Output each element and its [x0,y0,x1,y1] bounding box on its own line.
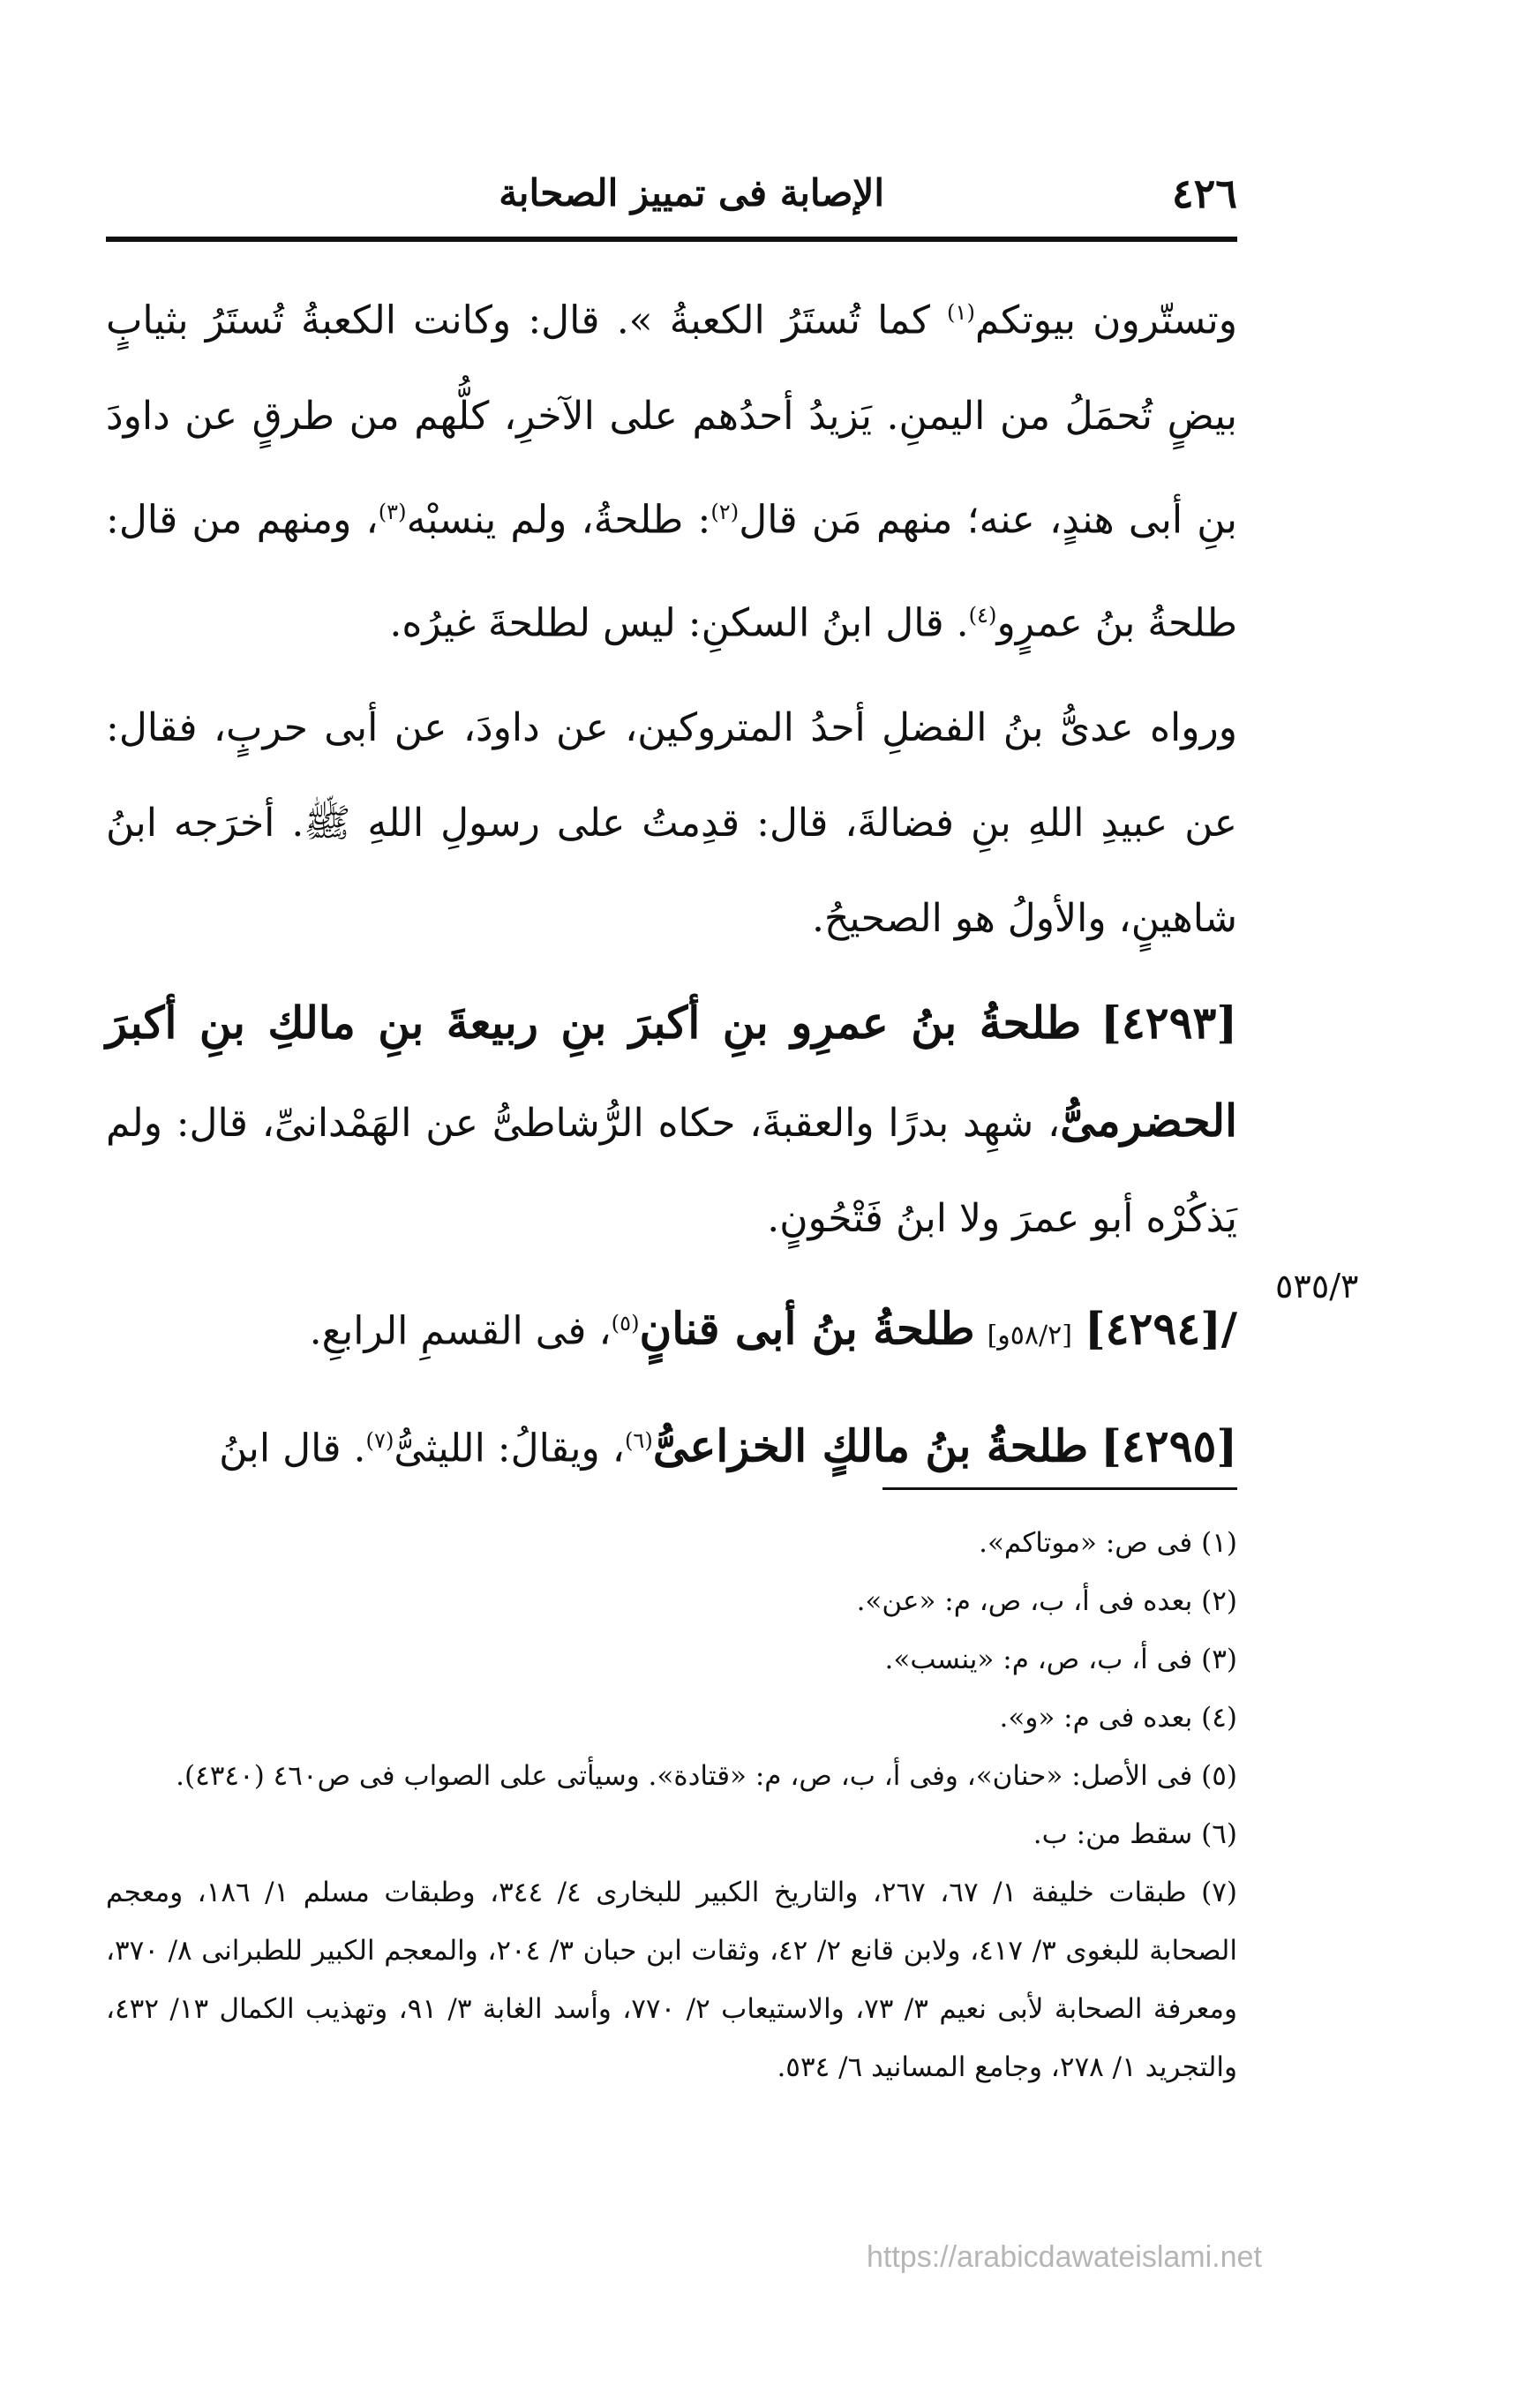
footnote-6 [106,1805,1237,1863]
ref-6: (٦) [624,1427,653,1453]
entry-number: [٤٢٩٤] [1084,1302,1221,1355]
running-title: الإصابة فى تمييز الصحابة [499,171,884,214]
footnote-1 [106,1514,1237,1572]
footnotes [106,1514,1237,2096]
ref-3: (٣) [378,499,407,524]
paragraph-2: ورواه عدىُّ بنُ الفضلِ أحدُ المتروكين، عن داودَ، عن أبى حربٍ، فقال: عن عبيدِ اللهِ بنِ فضالةَ، قال: قدِمتُ على رسولِ اللهِ ﷺ. أخرَجه ابنُ شاهينٍ، والأولُ هو الصحيحُ. [106,704,1237,941]
p1-text-mid3: ، ومنهم من قال: طلحةُ بنُ عمرٍو [106,497,1237,646]
footnote-5 [106,1747,1237,1805]
footnote-number: (٦) [1201,1818,1237,1850]
footnote-2 [106,1572,1237,1630]
footnote-number: (٥) [1201,1760,1237,1792]
page-number: ٤٢٦ [1171,169,1237,217]
ref-1: (١) [947,300,975,325]
entry-4293 [106,975,1237,1267]
footnote-text: بعده فى أ، ب، ص، م: «عن». [856,1585,1193,1617]
footnote-text: بعده فى م: «و». [999,1702,1193,1734]
entry-text: ، فى القسمِ الرابعِ. [309,1308,612,1354]
entry-name: طلحةُ بنُ مالكٍ الخزاعىُّ [652,1419,1089,1472]
footnote-text: فى ص: «موتاكم». [979,1527,1193,1559]
main-text [106,265,1237,1505]
entry-name: طلحةُ بنُ عمرِو بنِ أكبرَ بنِ ربيعةَ بنِ مالكِ بنِ أكبرَ الحضرمىُّ [106,996,1237,1147]
p1-text-after: . قال ابنُ السكنِ: ليس لطلحةَ غيرُه. [389,600,969,646]
footnote-3 [106,1630,1237,1689]
entry-text-after: . قال ابنُ [219,1426,366,1471]
p1-text-before: وتستّرون بيوتكم [974,297,1238,343]
ref-4: (٤) [968,603,997,628]
ref-7: (٧) [365,1427,394,1453]
footnote-text: فى الأصل: «حنان»، وفى أ، ب، ص، م: «قتادة». وسيأتى على الصواب فى ص٤٦٠ (٤٣٤٠). [176,1760,1193,1792]
margin-volume-ref: ٥٣٥/٣ [1275,1267,1359,1306]
footnote-text: فى أ، ب، ص، م: «ينسب». [884,1644,1193,1675]
p1-text-mid: كما تُستَرُ الكعبةُ ». قال: وكانت الكعبةُ تُستَرُ بثيابٍ بيضٍ تُحمَلُ من اليمنِ. يَزيدُ أحدُهم على الآخرِ، كلُّهم من طرقٍ عن داودَ بنِ أبى هندٍ، عنه؛ منهم مَن قال [106,297,1237,543]
footnote-number: (٢) [1201,1585,1237,1617]
footnote-number: (٧) [1201,1877,1237,1908]
ref-2: (٢) [710,499,740,524]
p1-text-mid2: : طلحةُ، ولم ينسبْه [406,497,711,543]
entry-number: [٤٢٩٥] [1100,1419,1237,1472]
entry-4295 [106,1393,1237,1497]
header-rule [106,237,1237,242]
footnote-number: (١) [1201,1527,1237,1559]
ref-5: (٥) [611,1310,640,1336]
entry-marker: / [1220,1302,1237,1355]
paragraph-1 [106,265,1237,672]
entry-text: ، شهِد بدرًا والعقبةَ، حكاه الرُّشاطىُّ عن الهَمْدانىِّ، قال: ولم يَذكُرْه أبو عمرَ ولا ابنُ فَتْحُونٍ. [106,1100,1237,1241]
footnote-7 [106,1863,1237,2096]
entry-name: طلحةُ بنُ أبى قنانٍ [639,1302,975,1355]
entry-number: [٤٢٩٣] [1100,996,1237,1049]
footnote-number: (٣) [1201,1644,1237,1675]
entry-4294 [106,1275,1237,1384]
manuscript-ref: [٥٨/٢و] [987,1320,1072,1351]
entry-text: ، ويقالُ: الليثىُّ [394,1426,625,1471]
footnote-4 [106,1689,1237,1747]
footnote-number: (٤) [1201,1702,1237,1734]
watermark-url: https://arabicdawateislami.net [867,2240,1262,2274]
page-header [106,159,1237,230]
footnote-text: طبقات خليفة ١/ ٦٧، ٢٦٧، والتاريخ الكبير للبخارى ٤/ ٣٤٤، وطبقات مسلم ١/ ١٨٦، ومعجم الصحابة للبغوى ٣/ ٤١٧، ولابن قانع ٢/ ٤٢، وثقات ابن حبان ٣/ ٢٠٤، والمعجم الكبير للطبرانى ٨/ ٣٧٠، ومعرفة الصحابة لأبى نعيم ٣/ ٧٣، والاستيعاب ٢/ ٧٧٠، وأسد الغابة ٣/ ٩١، وتهذيب الكمال ١٣/ ٤٣٢، والتجريد ١/ ٢٧٨، وجامع المسانيد ٦/ ٥٣٤. [106,1877,1237,2083]
footnote-text: سقط من: ب. [1033,1818,1193,1850]
footnote-rule [882,1487,1237,1490]
